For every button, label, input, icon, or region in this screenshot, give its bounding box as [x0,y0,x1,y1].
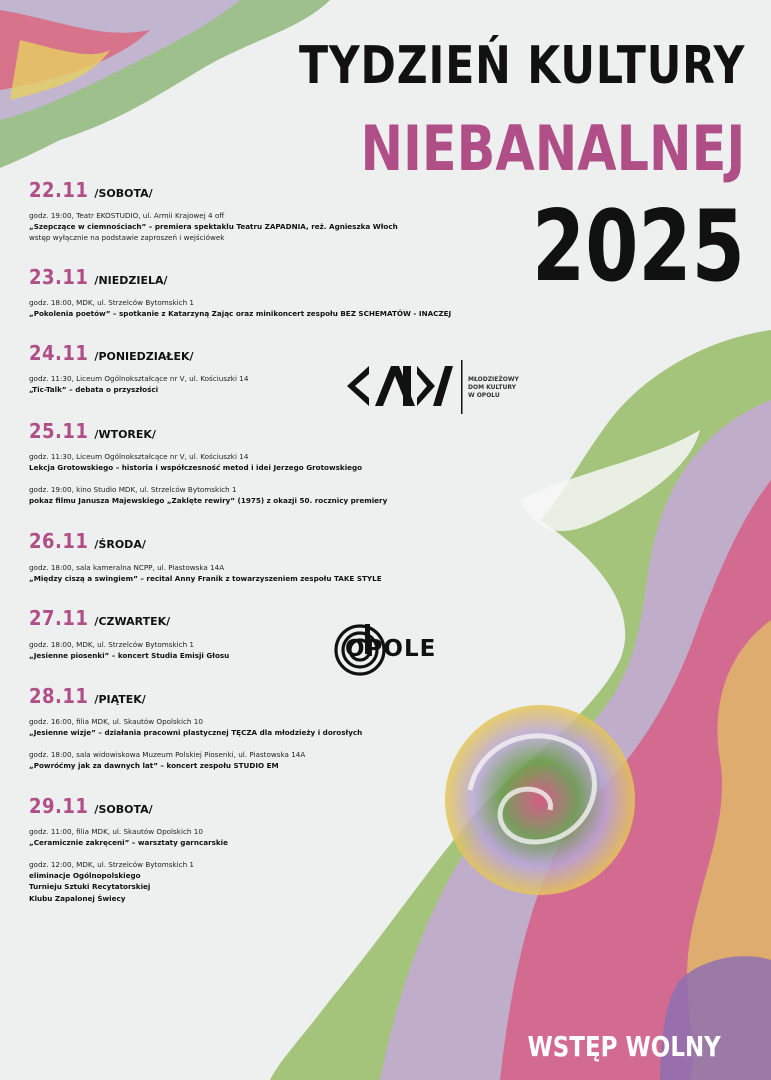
mdk-text-line: MŁODZIEŻOWY [468,376,519,383]
day-name: /SOBOTA/ [94,187,153,200]
event-line: Turnieju Sztuki Recytatorskiej [29,882,151,892]
event-line: „Pokolenia poetów” – spotkanie z Katarzyną Zając oraz minikoncert zespołu BEZ SCHEMATÓW - INACZEJ [29,309,452,319]
mdk-text-line: W OPOLU [468,392,500,399]
event [29,826,228,848]
event-line: pokaz filmu Janusza Majewskiego „Zaklęte rewiry” (1975) z okazji 50. rocznicy premiery [29,496,388,506]
day-heading [29,606,170,630]
event-line: godz. 16:00, filia MDK, ul. Skautów Opolskich 10 [29,717,203,726]
event [29,716,362,738]
event-line: eliminacje Ogólnopolskiego [29,871,141,881]
event-line: „Powróćmy jak za dawnych lat” – koncert zespołu STUDIO EM [29,761,279,771]
event-line: godz. 19:00, Teatr EKOSTUDIO, ul. Armii Krajowej 4 off [29,211,225,220]
event [29,210,398,244]
event-line: wstęp wyłącznie na podstawie zaproszeń i wejściówek [29,233,225,243]
mdk-text-line: DOM KULTURY [468,384,516,391]
day-name: /ŚRODA/ [94,538,146,551]
day-date: 26.11 [29,529,89,553]
event-line: „Ceramicznie zakręceni” – warsztaty garncarskie [29,838,229,848]
event [29,749,305,771]
title-year: 2025 [532,190,745,304]
title-line-1: TYDZIEŃ KULTURY [298,36,745,96]
event-line: „Jesienne wizje” – działania pracowni plastycznej TĘCZA dla młodzieży i dorosłych [29,728,363,738]
event-line: „Tic-Talk” – debata o przyszłości [29,385,159,395]
day-heading [29,265,168,289]
day-date: 28.11 [29,684,89,708]
event-line: godz. 18:00, MDK, ul. Strzelców Bytomskich 1 [29,640,194,649]
event-line: „Jesienne piosenki” – koncert Studia Emisji Głosu [29,651,230,661]
event-line: godz. 18:00, sala kameralna NCPP, ul. Piastowska 14A [29,563,225,572]
day-heading [29,419,156,443]
day-name: /NIEDZIELA/ [94,274,168,287]
day-heading [29,684,146,708]
day-heading [29,341,194,365]
day-name: /PONIEDZIAŁEK/ [94,350,194,363]
mdk-logo-text [468,376,519,400]
event [29,297,451,319]
opole-logo-text: OPOLE [345,636,437,662]
day-date: 22.11 [29,178,89,202]
day-heading [29,178,153,202]
event [29,859,194,904]
day-date: 29.11 [29,794,89,818]
event [29,562,382,584]
day-heading [29,794,153,818]
event-line: Lekcja Grotowskiego – historia i współczesność metod i idei Jerzego Grotowskiego [29,463,363,473]
event-line: godz. 18:00, MDK, ul. Strzelców Bytomskich 1 [29,298,194,307]
event-line: godz. 12:00, MDK, ul. Strzelców Bytomskich 1 [29,860,194,869]
day-date: 24.11 [29,341,89,365]
day-name: /CZWARTEK/ [94,615,171,628]
day-date: 23.11 [29,265,89,289]
event-line: godz. 11:30, Liceum Ogólnokształcące nr V, ul. Kościuszki 14 [29,452,249,461]
event [29,639,229,661]
free-entry-label: WSTĘP WOLNY [527,1030,721,1063]
day-heading [29,529,146,553]
day-name: /WTOREK/ [94,428,156,441]
day-date: 25.11 [29,419,89,443]
day-name: /SOBOTA/ [94,803,153,816]
event-line: „Szepczące w ciemnościach” – premiera spektaklu Teatru ZAPADNIA, reż. Agnieszka Włoch [29,222,398,232]
event-line: „Między ciszą a swingiem” – recital Anny Franik z towarzyszeniem zespołu TAKE STYLE [29,574,382,584]
event [29,451,362,473]
event [29,373,248,395]
day-date: 27.11 [29,606,89,630]
day-name: /PIĄTEK/ [94,693,146,706]
event-line: godz. 19:00, kino Studio MDK, ul. Strzelców Bytomskich 1 [29,485,237,494]
event-line: godz. 11:00, filia MDK, ul. Skautów Opolskich 10 [29,827,203,836]
event [29,484,387,506]
event-line: Klubu Zapalonej Świecy [29,893,126,903]
title-line-2: NIEBANALNEJ [360,112,745,185]
event-line: godz. 18:00, sala widowiskowa Muzeum Polskiej Piosenki, ul. Piastowska 14A [29,750,306,759]
event-line: godz. 11:30, Liceum Ogólnokształcące nr V, ul. Kościuszki 14 [29,374,249,383]
